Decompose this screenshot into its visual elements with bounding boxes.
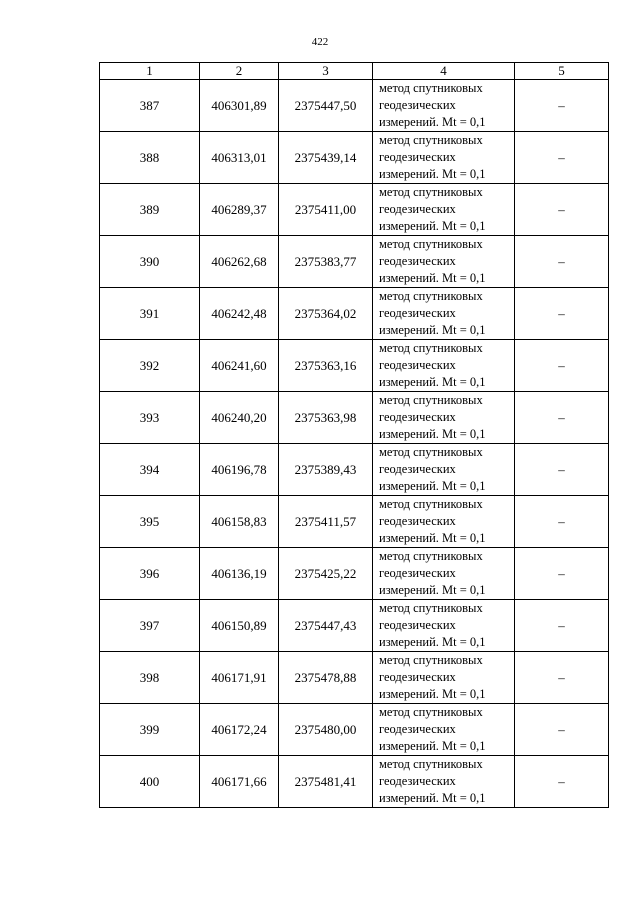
method-cell <box>373 756 515 808</box>
method-line: метод спутниковых <box>379 705 483 719</box>
note-cell: – <box>515 288 609 340</box>
method-line: измерений. Mt = 0,1 <box>379 687 486 701</box>
x-coordinate-cell: 406196,78 <box>200 444 279 496</box>
point-number-cell: 389 <box>100 184 200 236</box>
note-cell: – <box>515 392 609 444</box>
table-body <box>100 80 609 808</box>
method-cell <box>373 236 515 288</box>
method-line: измерений. Mt = 0,1 <box>379 791 486 805</box>
y-coordinate-cell: 2375439,14 <box>279 132 373 184</box>
header-col-3: 3 <box>279 63 373 80</box>
note-cell: – <box>515 704 609 756</box>
x-coordinate-cell: 406172,24 <box>200 704 279 756</box>
point-number-cell: 390 <box>100 236 200 288</box>
method-line: измерений. Mt = 0,1 <box>379 219 486 233</box>
method-line: измерений. Mt = 0,1 <box>379 271 486 285</box>
y-coordinate-cell: 2375481,41 <box>279 756 373 808</box>
method-line: геодезических <box>379 254 456 268</box>
method-line: измерений. Mt = 0,1 <box>379 115 486 129</box>
x-coordinate-cell: 406289,37 <box>200 184 279 236</box>
x-coordinate-cell: 406171,66 <box>200 756 279 808</box>
note-cell: – <box>515 80 609 132</box>
y-coordinate-cell: 2375480,00 <box>279 704 373 756</box>
method-line: измерений. Mt = 0,1 <box>379 427 486 441</box>
method-line: геодезических <box>379 410 456 424</box>
point-number-cell: 400 <box>100 756 200 808</box>
table-row <box>100 704 609 756</box>
y-coordinate-cell: 2375363,16 <box>279 340 373 392</box>
point-number-cell: 394 <box>100 444 200 496</box>
y-coordinate-cell: 2375447,50 <box>279 80 373 132</box>
note-cell: – <box>515 444 609 496</box>
y-coordinate-cell: 2375447,43 <box>279 600 373 652</box>
y-coordinate-cell: 2375383,77 <box>279 236 373 288</box>
method-line: измерений. Mt = 0,1 <box>379 739 486 753</box>
method-line: измерений. Mt = 0,1 <box>379 167 486 181</box>
method-line: метод спутниковых <box>379 237 483 251</box>
x-coordinate-cell: 406158,83 <box>200 496 279 548</box>
y-coordinate-cell: 2375478,88 <box>279 652 373 704</box>
method-line: геодезических <box>379 202 456 216</box>
point-number-cell: 388 <box>100 132 200 184</box>
note-cell: – <box>515 548 609 600</box>
method-line: метод спутниковых <box>379 757 483 771</box>
point-number-cell: 398 <box>100 652 200 704</box>
y-coordinate-cell: 2375364,02 <box>279 288 373 340</box>
point-number-cell: 399 <box>100 704 200 756</box>
method-line: метод спутниковых <box>379 393 483 407</box>
x-coordinate-cell: 406242,48 <box>200 288 279 340</box>
point-number-cell: 387 <box>100 80 200 132</box>
x-coordinate-cell: 406171,91 <box>200 652 279 704</box>
method-line: геодезических <box>379 722 456 736</box>
coordinates-table <box>99 62 609 808</box>
method-line: измерений. Mt = 0,1 <box>379 375 486 389</box>
method-line: метод спутниковых <box>379 341 483 355</box>
method-line: метод спутниковых <box>379 549 483 563</box>
method-line: метод спутниковых <box>379 497 483 511</box>
table-row <box>100 288 609 340</box>
header-col-2: 2 <box>200 63 279 80</box>
method-line: измерений. Mt = 0,1 <box>379 583 486 597</box>
method-line: геодезических <box>379 514 456 528</box>
table-row <box>100 392 609 444</box>
note-cell: – <box>515 496 609 548</box>
page-number: 422 <box>311 36 329 48</box>
table-row <box>100 80 609 132</box>
table-row <box>100 340 609 392</box>
method-line: геодезических <box>379 774 456 788</box>
method-line: геодезических <box>379 98 456 112</box>
method-cell <box>373 184 515 236</box>
method-line: метод спутниковых <box>379 289 483 303</box>
note-cell: – <box>515 184 609 236</box>
method-line: геодезических <box>379 462 456 476</box>
method-line: измерений. Mt = 0,1 <box>379 323 486 337</box>
method-cell <box>373 392 515 444</box>
x-coordinate-cell: 406262,68 <box>200 236 279 288</box>
method-cell <box>373 80 515 132</box>
method-line: геодезических <box>379 306 456 320</box>
header-col-1: 1 <box>100 63 200 80</box>
method-line: метод спутниковых <box>379 445 483 459</box>
method-cell <box>373 132 515 184</box>
header-col-4: 4 <box>373 63 515 80</box>
method-cell <box>373 288 515 340</box>
method-line: метод спутниковых <box>379 133 483 147</box>
note-cell: – <box>515 236 609 288</box>
table-row <box>100 496 609 548</box>
header-row <box>100 63 609 80</box>
method-line: метод спутниковых <box>379 601 483 615</box>
x-coordinate-cell: 406301,89 <box>200 80 279 132</box>
point-number-cell: 395 <box>100 496 200 548</box>
method-cell <box>373 704 515 756</box>
note-cell: – <box>515 132 609 184</box>
x-coordinate-cell: 406136,19 <box>200 548 279 600</box>
table-row <box>100 444 609 496</box>
note-cell: – <box>515 340 609 392</box>
x-coordinate-cell: 406240,20 <box>200 392 279 444</box>
method-cell <box>373 496 515 548</box>
x-coordinate-cell: 406241,60 <box>200 340 279 392</box>
table-row <box>100 652 609 704</box>
table-row <box>100 756 609 808</box>
x-coordinate-cell: 406150,89 <box>200 600 279 652</box>
method-line: геодезических <box>379 566 456 580</box>
point-number-cell: 396 <box>100 548 200 600</box>
header-col-5: 5 <box>515 63 609 80</box>
point-number-cell: 393 <box>100 392 200 444</box>
method-line: геодезических <box>379 358 456 372</box>
method-line: метод спутниковых <box>379 185 483 199</box>
table-row <box>100 236 609 288</box>
note-cell: – <box>515 652 609 704</box>
y-coordinate-cell: 2375411,57 <box>279 496 373 548</box>
method-line: метод спутниковых <box>379 81 483 95</box>
y-coordinate-cell: 2375363,98 <box>279 392 373 444</box>
point-number-cell: 392 <box>100 340 200 392</box>
method-cell <box>373 652 515 704</box>
x-coordinate-cell: 406313,01 <box>200 132 279 184</box>
method-cell <box>373 548 515 600</box>
method-cell <box>373 444 515 496</box>
note-cell: – <box>515 600 609 652</box>
method-line: геодезических <box>379 618 456 632</box>
table-row <box>100 600 609 652</box>
table-row <box>100 184 609 236</box>
point-number-cell: 391 <box>100 288 200 340</box>
method-cell <box>373 600 515 652</box>
method-line: измерений. Mt = 0,1 <box>379 531 486 545</box>
point-number-cell: 397 <box>100 600 200 652</box>
method-line: геодезических <box>379 670 456 684</box>
y-coordinate-cell: 2375411,00 <box>279 184 373 236</box>
y-coordinate-cell: 2375425,22 <box>279 548 373 600</box>
method-line: геодезических <box>379 150 456 164</box>
table-row <box>100 132 609 184</box>
note-cell: – <box>515 756 609 808</box>
table-row <box>100 548 609 600</box>
method-line: измерений. Mt = 0,1 <box>379 479 486 493</box>
method-line: метод спутниковых <box>379 653 483 667</box>
method-cell <box>373 340 515 392</box>
y-coordinate-cell: 2375389,43 <box>279 444 373 496</box>
method-line: измерений. Mt = 0,1 <box>379 635 486 649</box>
